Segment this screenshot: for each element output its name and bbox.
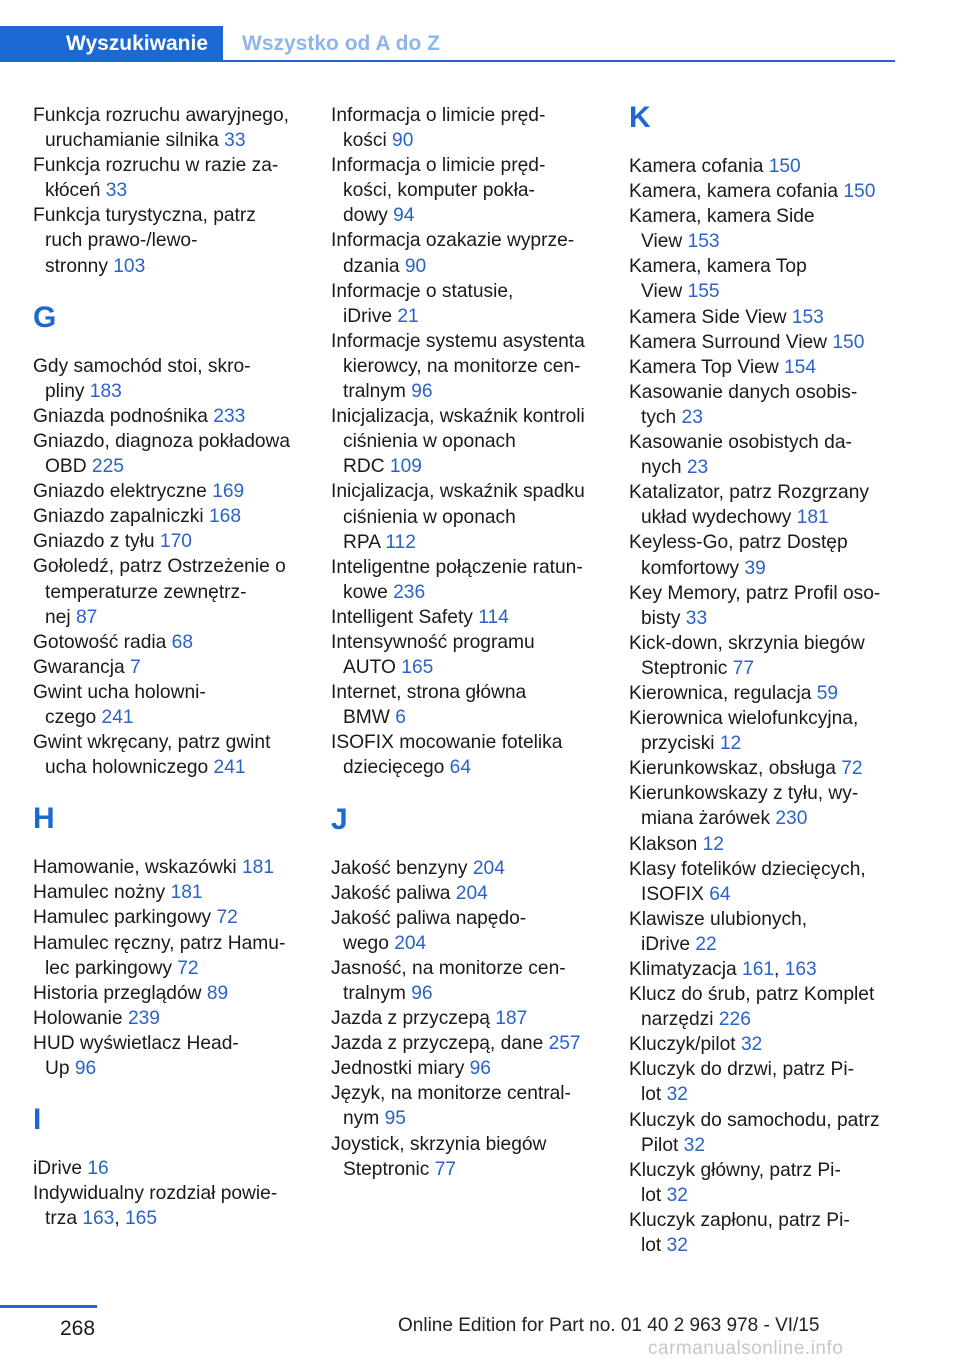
entry-text: Kluczyk do samochodu, patrz xyxy=(629,1109,880,1131)
entry-text: ISOFIX xyxy=(641,883,710,905)
entry-text: Gniazdo, diagnoza pokładowa xyxy=(33,430,291,452)
entry-text: uruchamianie silnika xyxy=(45,130,225,152)
tab-search[interactable] xyxy=(0,26,223,62)
entry-text: narzędzi xyxy=(641,1009,719,1031)
entry-text: ruch prawo-/lewo- xyxy=(45,230,198,252)
entry-text: Klimatyzacja xyxy=(629,959,743,980)
entry-text: Gwint ucha holowni- xyxy=(33,681,206,703)
index-entry xyxy=(331,153,601,228)
entry-text: Kierunkowskazy z tyłu, wy- xyxy=(629,783,859,805)
page-ref-link[interactable]: 87 xyxy=(75,606,98,628)
page-ref-link[interactable]: 112 xyxy=(385,531,416,553)
tab-a-to-z[interactable] xyxy=(242,26,440,62)
entry-text: nych xyxy=(641,457,687,479)
index-entry xyxy=(629,355,899,380)
index-entry xyxy=(33,554,303,629)
entry-text: trza xyxy=(45,1208,83,1230)
entry-text: Katalizator, patrz Rozgrzany xyxy=(629,482,869,504)
index-entry xyxy=(331,630,601,680)
entry-text: Funkcja turystyczna, patrz xyxy=(33,205,256,227)
entry-text: OBD xyxy=(45,456,92,478)
page-ref-link[interactable]: 96 xyxy=(469,1058,491,1080)
index-entry xyxy=(331,404,601,479)
entry-text: iDrive xyxy=(343,305,398,327)
page-ref-link[interactable]: 21 xyxy=(397,305,419,327)
index-entry xyxy=(33,1006,303,1031)
index-entry xyxy=(33,880,303,905)
index-entry xyxy=(33,655,303,680)
entry-text: miana żarówek xyxy=(641,808,776,830)
entry-text: Klucz do śrub, patrz Komplet xyxy=(629,984,875,1006)
page-ref-link[interactable]: 72 xyxy=(841,758,863,780)
index-entry xyxy=(629,681,899,706)
page-ref-link[interactable]: 150 xyxy=(768,156,801,177)
page-ref-link[interactable]: 77 xyxy=(732,657,755,679)
entry-text: lec parkingowy xyxy=(45,957,178,979)
index-entry xyxy=(629,832,899,857)
entry-text: tralnym xyxy=(343,983,412,1004)
entry-text: ciśnienia w oponach xyxy=(343,506,516,528)
entry-text: Informacje o statusie, xyxy=(331,280,514,302)
entry-text: Kamera Surround View xyxy=(629,331,833,353)
entry-text: View xyxy=(641,231,688,253)
index-entry xyxy=(33,429,303,479)
page-ref-link[interactable]: 168 xyxy=(208,506,241,528)
watermark: carmanualsonline.info xyxy=(648,1338,844,1359)
index-entry xyxy=(629,581,899,631)
entry-text: Steptronic xyxy=(343,1158,435,1180)
entry-text: ISOFIX mocowanie fotelika xyxy=(331,732,563,754)
page-ref-link[interactable]: 226 xyxy=(718,1009,751,1031)
entry-text: Kamera Top View xyxy=(629,356,785,378)
entry-text: stronny xyxy=(45,255,114,277)
page-ref-link[interactable]: 90 xyxy=(392,130,414,152)
page-ref-link[interactable]: 32 xyxy=(666,1184,688,1206)
entry-text: Informacja ozakazie wyprze- xyxy=(331,230,575,252)
index-entry xyxy=(629,1057,899,1107)
page-ref-link[interactable]: 33 xyxy=(224,130,246,152)
entry-text: Gwarancja xyxy=(33,656,131,678)
index-entry xyxy=(33,203,303,278)
entry-text: Hamulec parkingowy xyxy=(33,907,217,929)
index-entry xyxy=(331,881,601,906)
entry-text: ucha holowniczego xyxy=(45,757,214,779)
page-ref-link[interactable]: 94 xyxy=(393,205,415,227)
entry-text: układ wydechowy xyxy=(641,507,797,529)
page-ref-link[interactable]: 154 xyxy=(784,356,817,378)
index-entry xyxy=(33,153,303,203)
index-entry xyxy=(33,905,303,930)
section-letter: J xyxy=(331,802,348,836)
index-entry xyxy=(331,730,601,780)
entry-text: Gniazdo z tyłu xyxy=(33,531,160,553)
entry-text: Kluczyk główny, patrz Pi- xyxy=(629,1159,841,1181)
page-ref-link[interactable]: 22 xyxy=(695,933,717,955)
index-entry xyxy=(629,1208,899,1258)
entry-text: przyciski xyxy=(641,733,720,755)
page-ref-link[interactable]: 169 xyxy=(212,481,245,503)
page-ref-link[interactable]: 33 xyxy=(685,607,708,629)
entry-text: View xyxy=(641,281,688,303)
entry-text: Hamowanie, wskazówki xyxy=(33,857,243,879)
entry-text: nym xyxy=(343,1108,385,1130)
entry-text: pliny xyxy=(45,380,90,402)
index-entry xyxy=(331,329,601,404)
entry-text: Funkcja rozruchu awaryjnego, xyxy=(33,105,289,126)
index-column-2 xyxy=(331,103,601,1182)
entry-text: Gwint wkręcany, patrz gwint xyxy=(33,732,271,754)
page-ref-link[interactable]: 204 xyxy=(394,932,427,954)
entry-text: Kick-down, skrzynia biegów xyxy=(629,632,865,654)
index-entry xyxy=(629,982,899,1032)
tab-a-to-z-label: Wszystko od A do Z xyxy=(242,32,440,55)
page-ref-link[interactable]: 239 xyxy=(127,1007,160,1029)
entry-text: Internet, strona główna xyxy=(331,682,527,704)
section-letter: K xyxy=(629,101,651,134)
header-bar xyxy=(0,26,895,62)
index-entry xyxy=(629,430,899,480)
page-ref-link[interactable]: 23 xyxy=(686,457,709,479)
page-ref-link[interactable]: 89 xyxy=(206,982,229,1004)
index-entry xyxy=(33,931,303,981)
entry-text: Inicjalizacja, wskaźnik spadku xyxy=(331,481,585,503)
section-letter: H xyxy=(33,802,55,836)
entry-text: Kamera Side View xyxy=(629,306,792,328)
index-entry xyxy=(33,855,303,880)
entry-text: Jakość paliwa napędo- xyxy=(331,907,527,929)
page-ref-link[interactable]: 72 xyxy=(216,907,238,929)
page-ref-link[interactable]: 114 xyxy=(478,606,509,628)
entry-text: RDC xyxy=(343,456,390,478)
entry-text: Gniazdo elektryczne xyxy=(33,481,213,503)
entry-text: lot xyxy=(641,1235,667,1257)
page-ref-link[interactable]: 33 xyxy=(105,180,128,202)
entry-text: Język, na monitorze central- xyxy=(331,1083,571,1105)
entry-text: Kierownica, regulacja xyxy=(629,682,817,704)
page-ref-link[interactable]: 181 xyxy=(242,857,275,879)
index-entry xyxy=(331,856,601,881)
index-entry xyxy=(331,479,601,554)
index-entry xyxy=(629,907,899,957)
index-entry xyxy=(629,480,899,530)
entry-text: Up xyxy=(45,1058,75,1079)
entry-text: kości, komputer pokła- xyxy=(343,180,535,202)
entry-text: Intelligent Safety xyxy=(331,606,479,628)
page-ref-link[interactable]: 32 xyxy=(683,1134,706,1156)
entry-text: Kierownica wielofunkcyjna, xyxy=(629,708,859,730)
header-divider xyxy=(223,60,895,62)
page-ref-link[interactable]: 187 xyxy=(495,1008,528,1030)
index-entry xyxy=(331,279,601,329)
page-ref-link[interactable]: 96 xyxy=(411,983,433,1004)
entry-text: BMW xyxy=(343,707,396,729)
page-ref-link[interactable]: 183 xyxy=(89,380,122,402)
page-ref-link[interactable]: 153 xyxy=(687,231,720,253)
section-letter: G xyxy=(33,300,57,334)
page-ref-link[interactable]: 16 xyxy=(87,1158,109,1180)
entry-text: dziecięcego xyxy=(343,757,450,779)
page-ref-link[interactable]: 95 xyxy=(384,1108,406,1130)
index-entry xyxy=(331,1132,601,1182)
entry-text: kowe xyxy=(343,581,394,603)
index-entry xyxy=(33,404,303,429)
entry-text: Informacja o limicie pręd- xyxy=(331,155,546,177)
index-entry xyxy=(629,857,899,907)
index-entry xyxy=(331,228,601,278)
page-ref-link[interactable]: 59 xyxy=(816,682,839,704)
index-entry xyxy=(33,354,303,404)
index-entry xyxy=(629,154,899,179)
entry-text: Kluczyk do drzwi, patrz Pi- xyxy=(629,1059,854,1081)
index-column-3 xyxy=(629,103,899,1258)
entry-text: komfortowy xyxy=(641,557,745,579)
index-entry xyxy=(331,605,601,630)
index-entry xyxy=(33,504,303,529)
entry-text: Jazda z przyczepą xyxy=(331,1008,496,1030)
page-ref-link[interactable]: 7 xyxy=(130,656,141,678)
index-entry xyxy=(629,631,899,681)
entry-text: nej xyxy=(45,606,76,628)
index-entry xyxy=(33,529,303,554)
index-entry xyxy=(33,479,303,504)
entry-text: Gdy samochód stoi, skro- xyxy=(33,355,251,377)
entry-text: Jednostki miary xyxy=(331,1058,470,1080)
page-ref-link[interactable]: 153 xyxy=(791,306,824,328)
entry-text: Keyless-Go, patrz Dostęp xyxy=(629,532,848,554)
entry-text: Gotowość radia xyxy=(33,631,172,653)
page-ref-link[interactable]: 96 xyxy=(74,1058,97,1079)
index-entry xyxy=(33,680,303,730)
page-ref-link[interactable]: 64 xyxy=(449,757,472,779)
page-ref-link[interactable]: 170 xyxy=(159,531,192,553)
page-ref-link[interactable]: 90 xyxy=(404,255,427,277)
index-entry xyxy=(331,680,601,730)
entry-text: Klasy fotelików dziecięcych, xyxy=(629,858,866,880)
entry-text: Inteligentne połączenie ratun- xyxy=(331,556,583,578)
entry-text: Kamera, kamera Top xyxy=(629,256,807,278)
section-letter: I xyxy=(33,1103,42,1137)
entry-text: bisty xyxy=(641,607,686,629)
index-entry xyxy=(33,730,303,780)
entry-text: Klawisze ulubionych, xyxy=(629,908,808,930)
index-entry xyxy=(629,204,899,254)
page-ref-link[interactable]: 225 xyxy=(91,456,124,478)
entry-text: Jasność, na monitorze cen- xyxy=(331,957,566,979)
index-entry xyxy=(629,530,899,580)
page-ref-link[interactable]: 23 xyxy=(681,406,703,428)
page-ref-link[interactable]: 32 xyxy=(666,1084,688,1106)
index-column-1 xyxy=(33,103,303,1231)
index-entry xyxy=(331,103,601,153)
page-ref-link[interactable]: 103 xyxy=(113,255,146,277)
entry-text: Kierunkowskaz, obsługa xyxy=(629,758,842,780)
entry-text: Kluczyk/pilot xyxy=(629,1034,741,1056)
page-ref-link[interactable]: 241 xyxy=(101,706,134,728)
index-entry xyxy=(33,981,303,1006)
index-entry xyxy=(629,1108,899,1158)
entry-text: kierowcy, na monitorze cen- xyxy=(343,355,581,377)
page-ref-link[interactable]: 64 xyxy=(709,883,731,905)
index-entry xyxy=(629,380,899,430)
entry-text: Gniazda podnośnika xyxy=(33,405,214,427)
page-ref-link[interactable]: 163 xyxy=(784,959,817,980)
page-ref-link[interactable]: 233 xyxy=(213,405,246,427)
index-entry xyxy=(629,254,899,304)
entry-text: Hamulec nożny xyxy=(33,882,171,904)
page-ref-link[interactable]: 163 xyxy=(82,1208,115,1230)
index-entry xyxy=(629,756,899,781)
entry-text: Kamera cofania xyxy=(629,156,769,177)
entry-text: iDrive xyxy=(641,933,696,955)
entry-text: Klakson xyxy=(629,833,703,855)
page-ref-link[interactable]: 236 xyxy=(393,581,426,603)
page-ref-link[interactable]: 204 xyxy=(455,882,488,904)
page-ref-link[interactable]: 12 xyxy=(702,833,724,855)
entry-text: Pilot xyxy=(641,1134,684,1156)
tab-search-label: Wyszukiwanie xyxy=(66,32,208,55)
page-ref-link[interactable]: 165 xyxy=(401,657,434,679)
entry-text: RPA xyxy=(343,531,386,553)
index-entry xyxy=(629,706,899,756)
page-ref-link[interactable]: 32 xyxy=(740,1034,763,1056)
entry-text: tych xyxy=(641,406,682,428)
entry-text: Hamulec ręczny, patrz Hamu- xyxy=(33,932,286,954)
page-ref-link[interactable]: 181 xyxy=(796,507,829,529)
page-ref-link[interactable]: 96 xyxy=(411,381,433,403)
index-entry xyxy=(33,1031,303,1081)
page-ref-link[interactable]: 68 xyxy=(171,631,193,653)
entry-text: temperaturze zewnętrz- xyxy=(45,581,247,603)
index-entry xyxy=(331,906,601,956)
page-ref-link[interactable]: 230 xyxy=(775,808,808,830)
page-ref-link[interactable]: 72 xyxy=(177,957,199,979)
entry-text: Steptronic xyxy=(641,657,733,679)
entry-text: Kluczyk zapłonu, patrz Pi- xyxy=(629,1209,850,1231)
footer-divider xyxy=(0,1305,97,1308)
entry-text: dzania xyxy=(343,255,405,277)
entry-text: Joystick, skrzynia biegów xyxy=(331,1133,547,1155)
index-entry xyxy=(331,555,601,605)
entry-text: tralnym xyxy=(343,381,412,403)
entry-text: Gniazdo zapalniczki xyxy=(33,506,209,528)
index-entry xyxy=(629,1158,899,1208)
page-ref-link[interactable]: 150 xyxy=(832,331,865,353)
entry-text: Jakość paliwa xyxy=(331,882,456,904)
page-ref-link[interactable]: 109 xyxy=(389,456,422,478)
index-entry xyxy=(629,330,899,355)
entry-text: lot xyxy=(641,1184,667,1206)
index-entry xyxy=(629,305,899,330)
entry-text: kłóceń xyxy=(45,180,106,202)
page-ref-link[interactable]: 241 xyxy=(213,757,246,779)
index-entry xyxy=(629,179,899,204)
entry-text: HUD wyświetlacz Head- xyxy=(33,1032,239,1054)
index-entry xyxy=(331,1056,601,1081)
page-ref-link[interactable]: 39 xyxy=(744,557,766,579)
index-entry xyxy=(33,630,303,655)
index-entry xyxy=(33,103,303,153)
index-entry: Klimatyzacja 161, 163 xyxy=(629,959,817,980)
entry-text: Intensywność programu xyxy=(331,631,535,653)
page-ref-link[interactable]: 165 xyxy=(125,1208,158,1230)
page-ref-link[interactable]: 32 xyxy=(666,1235,688,1257)
entry-text: Informacje systemu asystenta xyxy=(331,330,585,352)
entry-text: Kamera, kamera Side xyxy=(629,206,815,228)
index-entry xyxy=(33,1156,303,1181)
entry-text: AUTO xyxy=(343,657,402,679)
entry-text: lot xyxy=(641,1084,667,1106)
page-ref-link[interactable]: 204 xyxy=(472,857,505,879)
entry-text: Gołoledź, patrz Ostrzeżenie o xyxy=(33,556,286,578)
page-ref-link[interactable]: 257 xyxy=(548,1033,581,1055)
index-entry xyxy=(331,956,601,1006)
entry-text: kości xyxy=(343,130,393,152)
index-entry xyxy=(629,1032,899,1057)
entry-text: Inicjalizacja, wskaźnik kontroli xyxy=(331,406,585,428)
page-ref-link[interactable]: 77 xyxy=(434,1158,457,1180)
entry-text: dowy xyxy=(343,205,394,227)
entry-text: Jazda z przyczepą, dane xyxy=(331,1033,549,1055)
entry-text: ciśnienia w oponach xyxy=(343,431,516,453)
entry-text: Kamera, kamera cofania xyxy=(629,181,844,203)
entry-text: Indywidualny rozdział powie- xyxy=(33,1183,278,1205)
page-ref-link[interactable]: 155 xyxy=(687,281,720,303)
index-entry xyxy=(331,1031,601,1056)
entry-text: czego xyxy=(45,706,102,728)
entry-text: Informacja o limicie pręd- xyxy=(331,105,546,126)
index-entry xyxy=(629,781,899,831)
entry-text: Holowanie xyxy=(33,1007,128,1029)
page-ref-link[interactable]: 150 xyxy=(843,181,876,203)
entry-text: Kasowanie danych osobis- xyxy=(629,381,858,403)
page-number: 268 xyxy=(60,1317,96,1340)
entry-text: Historia przeglądów xyxy=(33,982,207,1004)
page-ref-link[interactable]: 161 xyxy=(742,959,775,980)
entry-text: Kasowanie osobistych da- xyxy=(629,432,852,454)
page-ref-link[interactable]: 181 xyxy=(170,882,203,904)
entry-text: Jakość benzyny xyxy=(331,857,473,879)
index-entry xyxy=(331,1081,601,1131)
page-ref-link[interactable]: 12 xyxy=(719,733,742,755)
entry-text: wego xyxy=(343,932,395,954)
index-entry xyxy=(331,1006,601,1031)
entry-text: iDrive xyxy=(33,1158,88,1180)
page-ref-link[interactable]: 6 xyxy=(395,707,406,729)
entry-text: Key Memory, patrz Profil oso- xyxy=(629,582,881,604)
entry-text: Funkcja rozruchu w razie za- xyxy=(33,155,279,177)
edition-note: Online Edition for Part no. 01 40 2 963 978 - VI/15 xyxy=(398,1315,820,1336)
index-entry: Indywidualny rozdział powie- trza 163, 165 xyxy=(33,1183,278,1230)
